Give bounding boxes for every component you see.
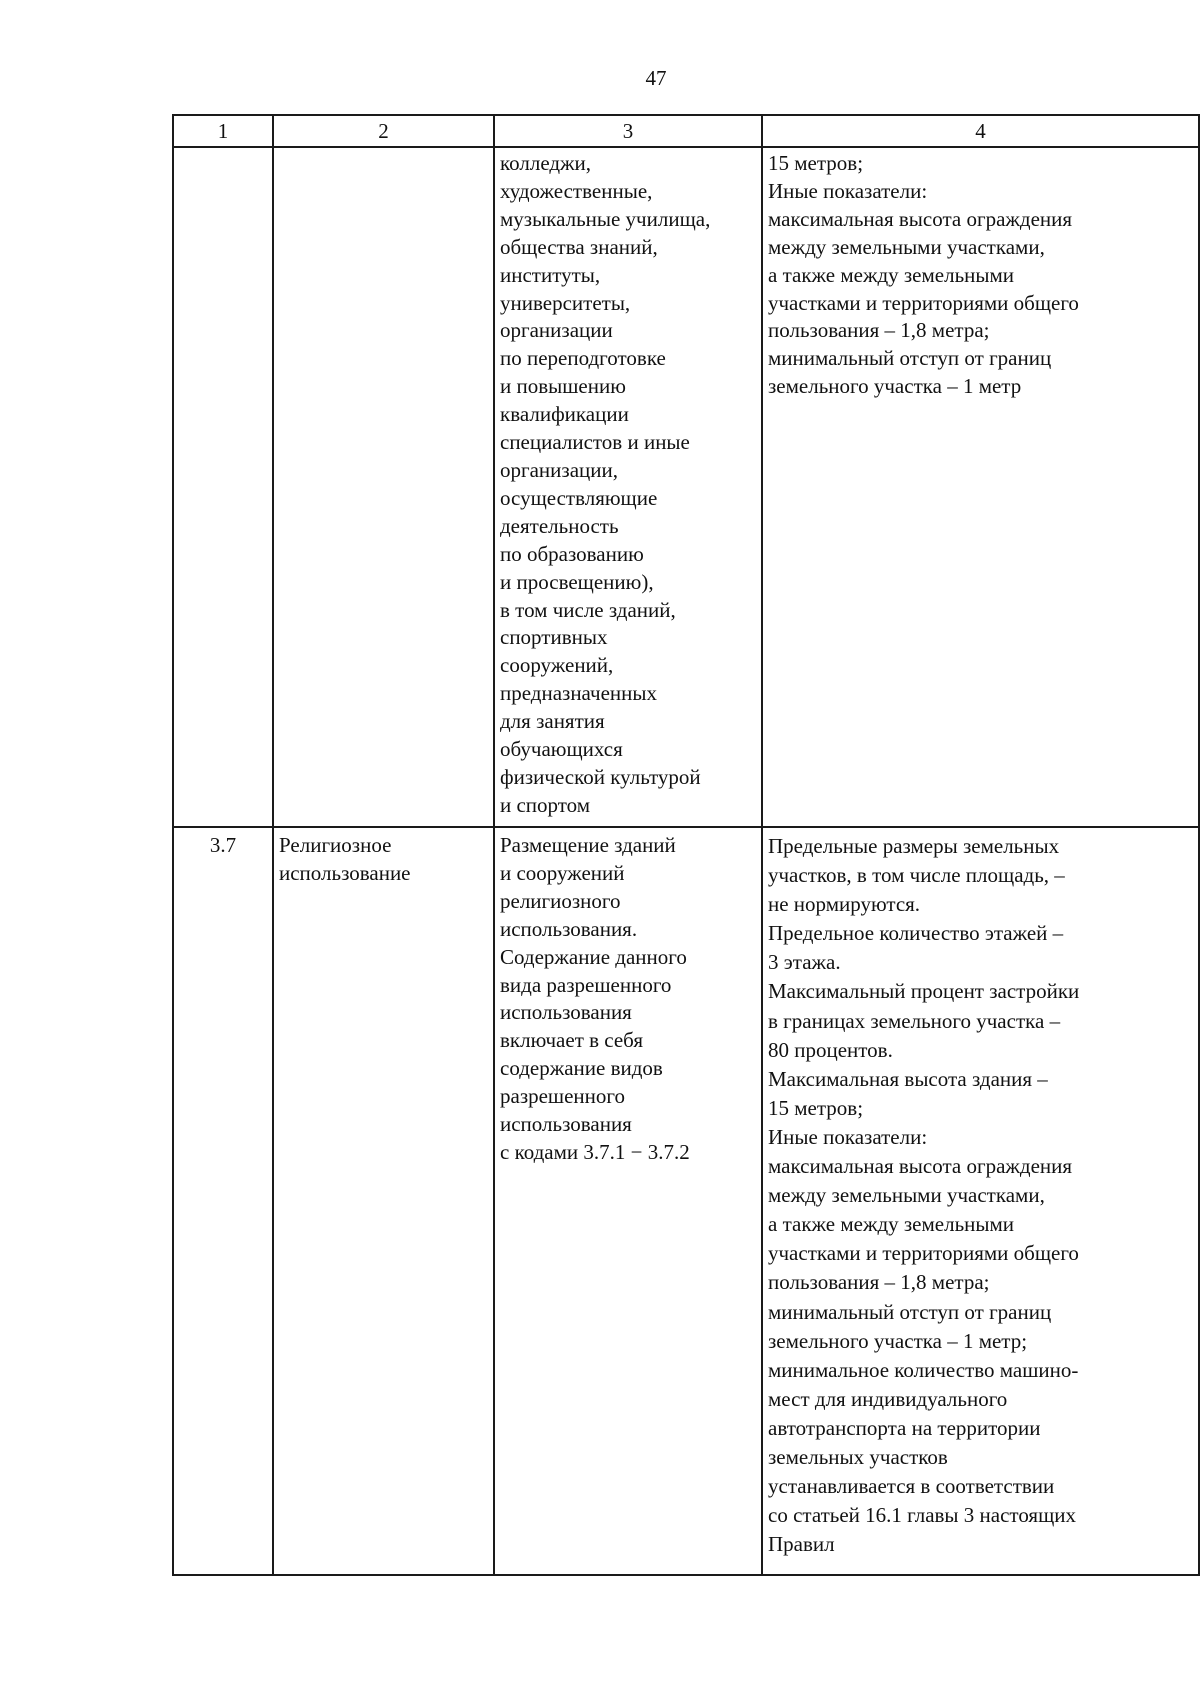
cell-text-line: специалистов и иные <box>500 430 690 455</box>
cell-text-line: участками и территориями общего <box>768 1241 1079 1266</box>
cell-text-line: квалификации <box>500 402 629 427</box>
cell-text-line: участков, в том числе площадь, – <box>768 863 1065 888</box>
cell-text-line: а также между земельными <box>768 1212 1015 1237</box>
cell-text-line: Предельные размеры земельных <box>768 834 1060 858</box>
cell-text-line: максимальная высота ограждения <box>768 1154 1073 1179</box>
cell-text-line: Максимальная высота здания – <box>768 1066 1048 1091</box>
cell-text-line: осуществляющие <box>500 485 658 510</box>
cell-text-line: в границах земельного участка – <box>768 1008 1061 1033</box>
cell-text-line: музыкальные училища, <box>500 206 711 231</box>
cell-text-line: университеты, <box>500 290 631 315</box>
cell-text-line: и сооружений <box>500 860 625 885</box>
cell-text-line: а также между земельными <box>768 262 1015 287</box>
cell-text-line: земельного участка – 1 метр; <box>768 1328 1028 1353</box>
table-row <box>173 147 1199 827</box>
cell-text-line: содержание видов <box>500 1056 663 1081</box>
cell-text-line: в том числе зданий, <box>500 597 676 622</box>
cell-text-line: Иные показатели: <box>768 178 928 203</box>
cell-text-line: сооружений, <box>500 653 614 678</box>
cell-text-line: со статьей 16.1 главы 3 настоящих <box>768 1503 1076 1528</box>
cell-text-line: Размещение зданий <box>500 833 676 857</box>
cell-text-line: между земельными участками, <box>768 1183 1045 1208</box>
name-cell <box>273 147 494 827</box>
cell-text-line: не нормируются. <box>768 892 921 917</box>
page-number: 47 <box>645 66 667 90</box>
cell-text-line: Иные показатели: <box>768 1124 928 1149</box>
cell-text-line: мест для индивидуального <box>768 1386 1008 1411</box>
cell-text-line: земельных участков <box>768 1444 948 1469</box>
code-cell <box>173 147 273 827</box>
cell-text-line: Предельное количество этажей – <box>768 921 1064 946</box>
cell-text-line: для занятия <box>500 709 605 734</box>
cell-text-line: организации, <box>500 457 618 482</box>
cell-text-line: земельного участка – 1 метр <box>768 374 1022 399</box>
cell-text-line: устанавливается в соответствии <box>768 1474 1055 1499</box>
cell-text-line: Правил <box>768 1532 835 1557</box>
header-cell-col-1: 1 <box>173 115 273 147</box>
description-cell <box>494 827 762 1575</box>
land-use-table <box>172 114 1200 1576</box>
cell-text-line: 15 метров; <box>768 151 864 175</box>
cell-text-line: по образованию <box>500 541 644 566</box>
cell-text-line: между земельными участками, <box>768 234 1045 259</box>
cell-text-line: спортивных <box>500 625 608 650</box>
cell-text-line: институты, <box>500 262 601 287</box>
header-cell-col-3: 3 <box>494 115 762 147</box>
cell-text-line: использования. <box>500 916 638 941</box>
cell-text-line: Содержание данного <box>500 944 687 969</box>
cell-text-line: участками и территориями общего <box>768 290 1079 315</box>
cell-text-line: и спортом <box>500 792 591 817</box>
cell-text-line: разрешенного <box>500 1084 625 1109</box>
description-cell <box>494 147 762 827</box>
header-cell-col-4: 4 <box>762 115 1199 147</box>
cell-text-line: и просвещению), <box>500 569 654 594</box>
table-row <box>173 827 1199 1575</box>
cell-text-line: колледжи, <box>500 151 592 175</box>
cell-text-line: 15 метров; <box>768 1095 864 1120</box>
cell-text-line: использования <box>500 1112 632 1137</box>
table-header-row <box>173 115 1199 147</box>
parameters-cell <box>762 827 1199 1575</box>
cell-text-line: вида разрешенного <box>500 972 672 997</box>
cell-text-line: 3 этажа. <box>768 950 841 975</box>
cell-text-line: по переподготовке <box>500 346 666 371</box>
cell-text-line: пользования – 1,8 метра; <box>768 318 990 343</box>
cell-text-line: использования <box>500 1000 632 1025</box>
cell-text-line: предназначенных <box>500 681 658 706</box>
cell-text-line: использование <box>279 860 411 885</box>
code-cell: 3.7 <box>173 827 273 1575</box>
cell-text-line: и повышению <box>500 374 626 399</box>
cell-text-line: организации <box>500 318 613 343</box>
cell-text-line: минимальное количество машино- <box>768 1357 1079 1382</box>
cell-text-line: включает в себя <box>500 1028 644 1053</box>
cell-text-line: максимальная высота ограждения <box>768 206 1073 231</box>
parameters-cell <box>762 147 1199 827</box>
cell-text-line: обучающихся <box>500 737 623 762</box>
cell-text-line: физической культурой <box>500 764 701 789</box>
cell-text-line: общества знаний, <box>500 234 658 259</box>
header-cell-col-2: 2 <box>273 115 494 147</box>
cell-text-line: деятельность <box>500 513 619 538</box>
cell-text-line: пользования – 1,8 метра; <box>768 1270 990 1295</box>
cell-text-line: художественные, <box>500 178 653 203</box>
cell-text-line: минимальный отступ от границ <box>768 1299 1052 1324</box>
cell-text-line: с кодами 3.7.1 − 3.7.2 <box>500 1139 690 1164</box>
cell-text-line: автотранспорта на территории <box>768 1415 1041 1440</box>
name-cell <box>273 827 494 1575</box>
cell-text-line: религиозного <box>500 888 621 913</box>
cell-text-line: минимальный отступ от границ <box>768 346 1052 371</box>
cell-text-line: Максимальный процент застройки <box>768 979 1080 1004</box>
cell-text-line: Религиозное <box>279 833 392 857</box>
cell-text-line: 80 процентов. <box>768 1037 893 1062</box>
